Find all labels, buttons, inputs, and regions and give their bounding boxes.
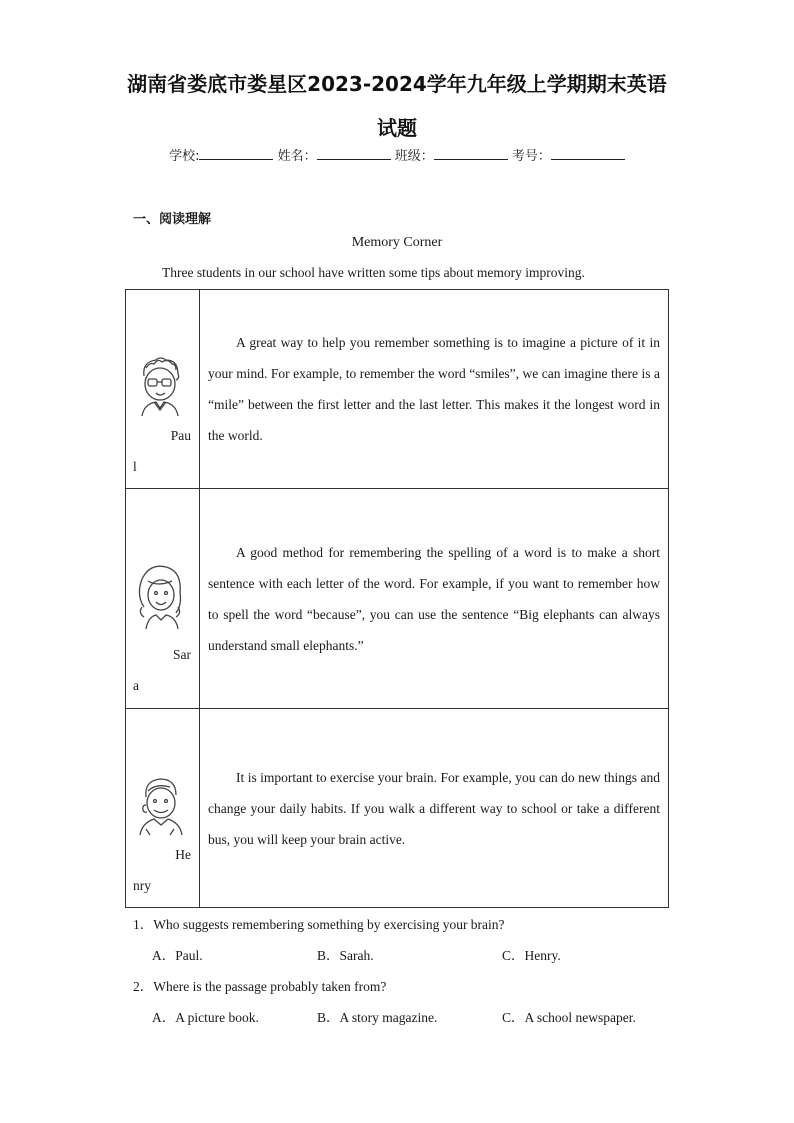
tip-text: A great way to help you remember something is to imagine a picture of it in your mind. For example, to remember the word “smiles”, we can imagine there is a “mile” between the first letter and the last letter. This makes it the longest word in the world. xyxy=(208,335,660,443)
tip-text: A good method for remembering the spelling of a word is to make a short sentence with each letter of the word. For example, if you want to remember how to spell the word “because”, you can use the sentence “Big elephants can always understand small elephants.” xyxy=(208,544,660,653)
exam-title-line1: 湖南省娄底市娄星区2023-2024学年九年级上学期期末英语 xyxy=(127,72,667,96)
student-info-line xyxy=(0,145,794,164)
passage-intro: Three students in our school have written some tips about memory improving. xyxy=(162,265,585,280)
tip-row-henry xyxy=(126,709,669,908)
class-label: 班级： xyxy=(394,149,434,164)
tip-row-paul xyxy=(126,290,669,489)
name-label: 姓名： xyxy=(277,149,317,164)
name-blank[interactable] xyxy=(317,147,391,160)
school-label: 学校: xyxy=(169,149,200,164)
tips-table xyxy=(125,289,669,908)
boy-icon xyxy=(134,775,188,837)
passage-title: Memory Corner xyxy=(351,235,443,250)
question-2-option-a[interactable]: A．A picture book. xyxy=(152,1010,259,1025)
question-1-stem: 1．Who suggests remembering something by exercising your brain? xyxy=(133,917,505,932)
tip-text-cell xyxy=(200,489,669,709)
question-1-option-b[interactable]: B．Sarah. xyxy=(317,948,374,963)
question-2-stem: 2．Where is the passage probably taken from? xyxy=(133,979,387,994)
tip-person-cell xyxy=(126,489,200,709)
tip-person-cell xyxy=(126,709,200,908)
section-heading: 一、阅读理解 xyxy=(133,212,212,227)
number-blank[interactable] xyxy=(551,147,625,160)
tip-text-cell xyxy=(200,290,669,489)
tip-text: It is important to exercise your brain. For example, you can do new things and change your daily habits. If you walk a different way to school or take a different bus, you will keep your brain active. xyxy=(208,769,660,847)
boy-with-glasses-icon xyxy=(134,354,186,418)
class-blank[interactable] xyxy=(434,147,508,160)
tip-person-name-wrap: nry xyxy=(133,878,151,893)
tip-person-name: Sar xyxy=(173,647,191,662)
tip-person-name: He xyxy=(175,847,191,862)
tip-row-sara xyxy=(126,489,669,709)
question-2-option-c[interactable]: C．A school newspaper. xyxy=(502,1010,636,1025)
tip-person-name: Pau xyxy=(170,428,191,443)
number-label: 考号： xyxy=(511,149,551,164)
girl-icon xyxy=(134,563,188,631)
tip-person-name-wrap: a xyxy=(133,678,139,693)
exam-title-line2: 试题 xyxy=(377,116,417,140)
school-blank[interactable] xyxy=(199,147,273,160)
tip-person-cell xyxy=(126,290,200,489)
question-1-option-a[interactable]: A．Paul. xyxy=(152,948,203,963)
question-2-option-b[interactable]: B．A story magazine. xyxy=(317,1010,438,1025)
tip-person-name-wrap: l xyxy=(133,459,137,474)
tip-text-cell xyxy=(200,709,669,908)
question-1-option-c[interactable]: C．Henry. xyxy=(502,948,561,963)
